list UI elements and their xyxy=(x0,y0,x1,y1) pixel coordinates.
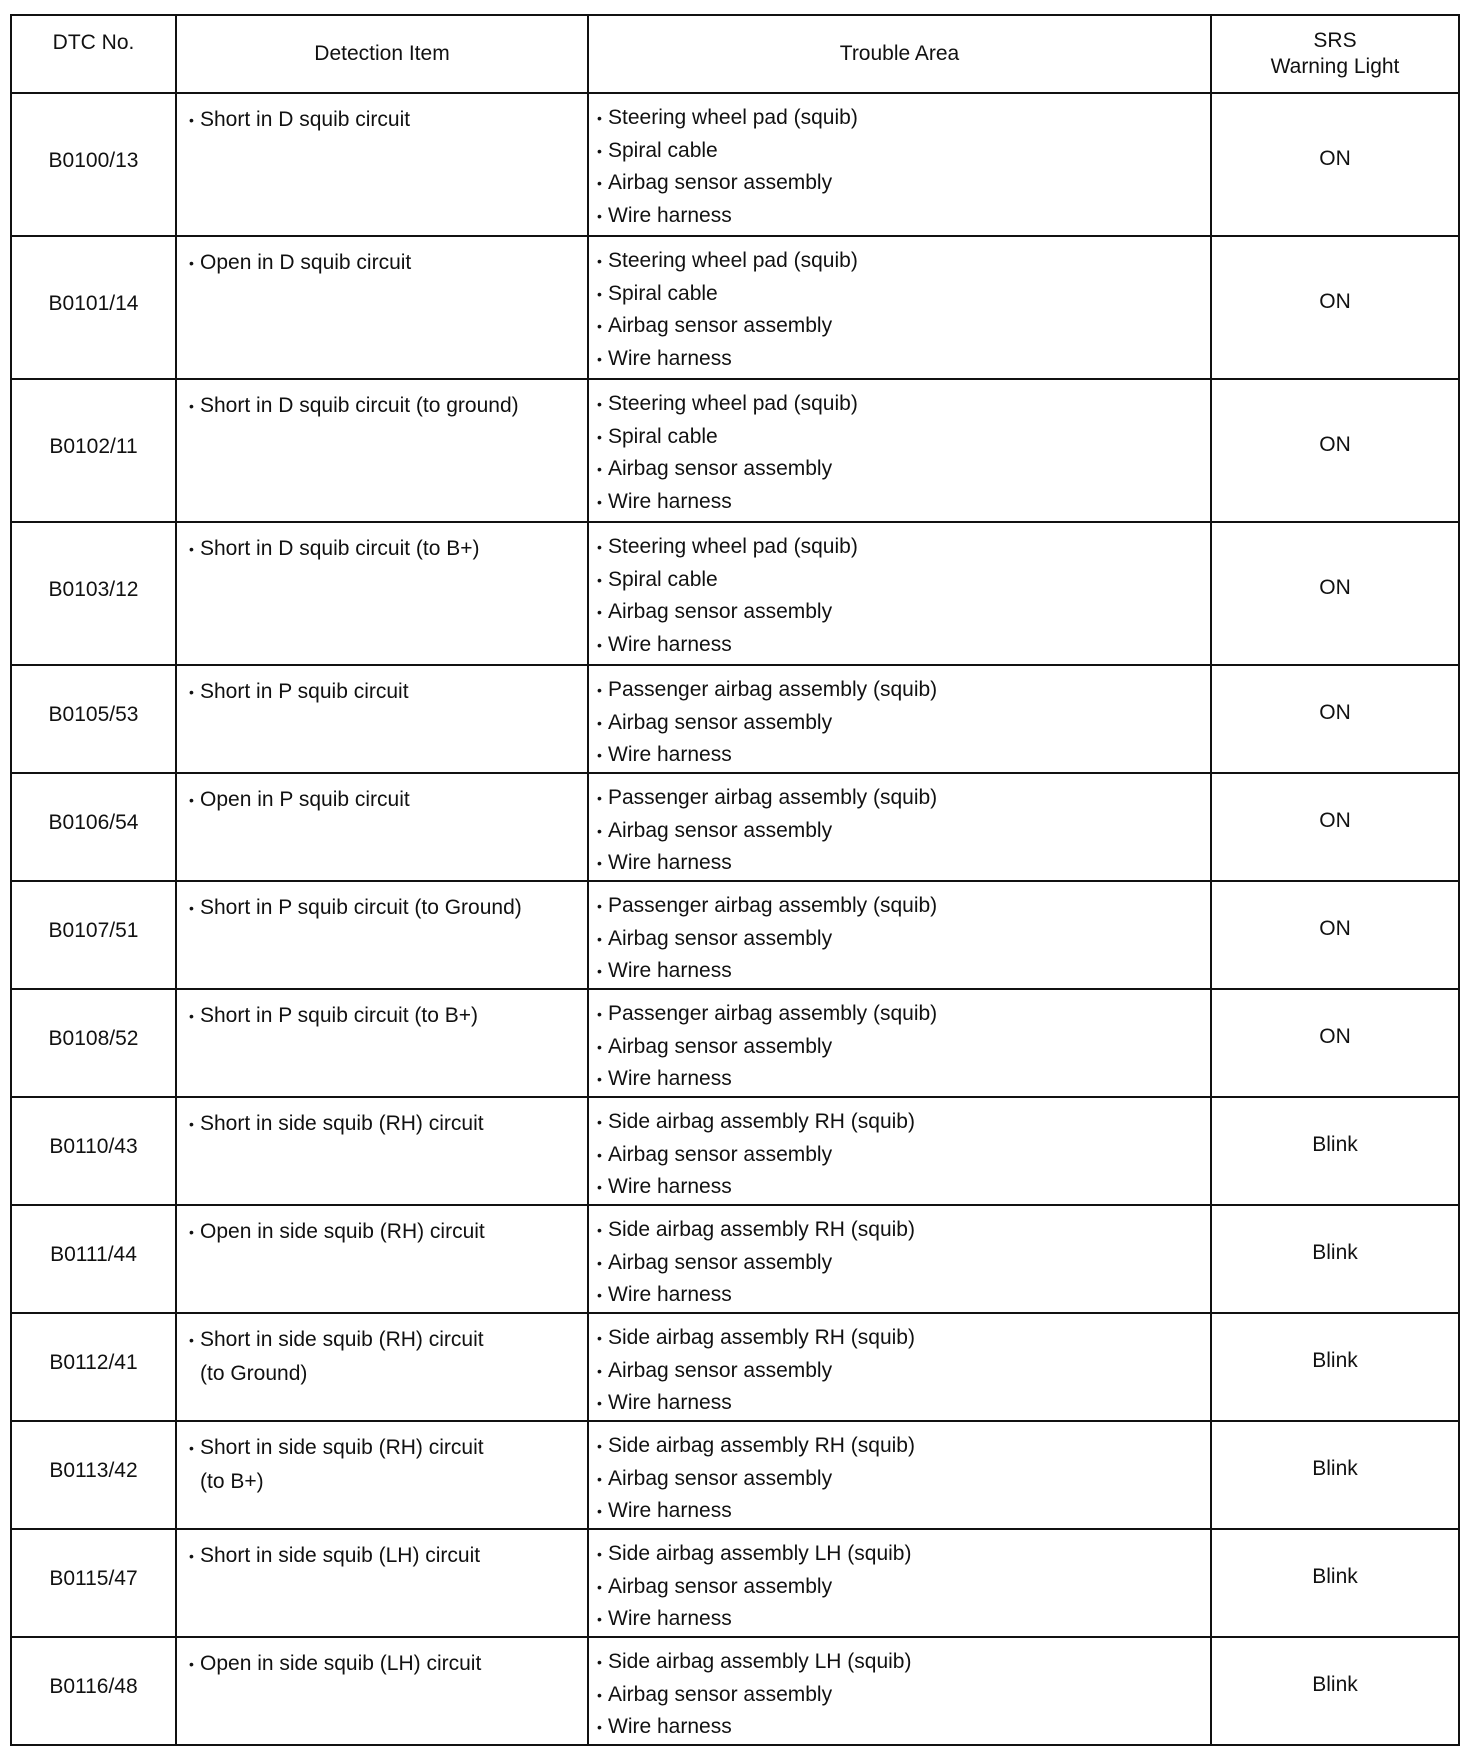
trouble-area-text: Steering wheel pad (squib) xyxy=(608,392,858,415)
trouble-area-text: Wire harness xyxy=(608,489,732,513)
detection-text-value: Short in P squib circuit (to Ground) xyxy=(200,896,522,919)
header-srs-line1: SRS xyxy=(1313,29,1357,52)
table-row xyxy=(11,881,1459,989)
bullet-icon: • xyxy=(597,682,602,698)
trouble-area xyxy=(588,881,1211,989)
trouble-area-text: Wire harness xyxy=(608,1715,732,1738)
table-row xyxy=(11,1529,1459,1637)
srs-warning-light-state: ON xyxy=(1211,881,1459,989)
trouble-area-text: Airbag sensor assembly xyxy=(608,1250,833,1274)
bullet-icon: • xyxy=(597,142,602,159)
detection-text-continuation: (to B+) xyxy=(200,1469,264,1493)
detection-item xyxy=(176,93,588,236)
bullet-icon: • xyxy=(597,1146,602,1163)
srs-warning-light-state: Blink xyxy=(1211,1205,1459,1313)
bullet-icon: • xyxy=(597,175,602,191)
trouble-area-item xyxy=(597,245,1202,278)
table-row xyxy=(11,236,1459,379)
trouble-area-item xyxy=(597,1387,1202,1420)
trouble-area-text: Side airbag assembly RH (squib) xyxy=(608,1110,915,1133)
detection-text xyxy=(189,247,579,280)
srs-warning-light-state: Blink xyxy=(1211,1421,1459,1529)
dtc-code: B0106/54 xyxy=(11,773,176,881)
bullet-icon: • xyxy=(597,1287,602,1303)
detection-text-value: Open in side squib (RH) circuit xyxy=(200,1220,485,1243)
trouble-area xyxy=(588,236,1211,379)
bullet-icon: • xyxy=(597,571,602,588)
trouble-area-text: Side airbag assembly RH (squib) xyxy=(608,1434,915,1457)
trouble-area-text: Airbag sensor assembly xyxy=(608,1142,833,1166)
trouble-area-text: Passenger airbag assembly (squib) xyxy=(608,678,938,701)
trouble-area-item xyxy=(597,815,1202,848)
trouble-area-text: Spiral cable xyxy=(608,567,718,591)
trouble-area-item xyxy=(597,998,1202,1031)
trouble-area-text: Passenger airbag assembly (squib) xyxy=(608,894,938,917)
trouble-area-text: Side airbag assembly RH (squib) xyxy=(608,1326,915,1349)
table-row xyxy=(11,1421,1459,1529)
detection-text xyxy=(189,784,579,817)
trouble-area-text: Steering wheel pad (squib) xyxy=(608,106,858,129)
bullet-icon: • xyxy=(189,900,194,916)
trouble-area-item xyxy=(597,1031,1202,1064)
detection-item xyxy=(176,1637,588,1745)
bullet-icon: • xyxy=(597,1330,602,1346)
bullet-icon: • xyxy=(597,461,602,477)
trouble-area-text: Spiral cable xyxy=(608,138,718,162)
trouble-area-text: Wire harness xyxy=(608,959,732,982)
detection-text xyxy=(189,1216,579,1249)
table-row xyxy=(11,773,1459,881)
trouble-area-item xyxy=(597,1214,1202,1247)
table-body xyxy=(11,93,1459,1745)
detection-item xyxy=(176,665,588,773)
bullet-icon: • xyxy=(189,541,194,557)
table-row xyxy=(11,93,1459,236)
dtc-code: B0107/51 xyxy=(11,881,176,989)
dtc-code: B0115/47 xyxy=(11,1529,176,1637)
detection-text-continuation: (to Ground) xyxy=(200,1361,308,1385)
trouble-area xyxy=(588,1421,1211,1529)
trouble-area-text: Airbag sensor assembly xyxy=(608,1682,833,1706)
bullet-icon: • xyxy=(189,398,194,414)
bullet-icon: • xyxy=(189,112,194,128)
trouble-area-text: Airbag sensor assembly xyxy=(608,1574,833,1598)
trouble-area xyxy=(588,1529,1211,1637)
bullet-icon: • xyxy=(597,1438,602,1454)
detection-text-value: Short in D squib circuit xyxy=(200,108,411,131)
table-row xyxy=(11,665,1459,773)
trouble-area-text: Wire harness xyxy=(608,1067,732,1090)
trouble-area-text: Airbag sensor assembly xyxy=(608,1466,833,1490)
trouble-area-text: Wire harness xyxy=(608,1499,732,1522)
detection-text xyxy=(189,1000,579,1033)
dtc-code: B0102/11 xyxy=(11,379,176,522)
trouble-area-item xyxy=(597,310,1202,343)
bullet-icon: • xyxy=(597,1395,602,1411)
bullet-icon: • xyxy=(597,1578,602,1595)
bullet-icon: • xyxy=(189,1656,194,1672)
trouble-area-item xyxy=(597,200,1202,233)
trouble-area xyxy=(588,1637,1211,1745)
bullet-icon: • xyxy=(597,110,602,126)
bullet-icon: • xyxy=(597,1006,602,1022)
trouble-area xyxy=(588,989,1211,1097)
trouble-area-item xyxy=(597,102,1202,135)
header-srs-warning-light xyxy=(1211,15,1459,93)
trouble-area-text: Side airbag assembly LH (squib) xyxy=(608,1650,912,1673)
trouble-area-item xyxy=(597,1571,1202,1604)
dtc-code: B0112/41 xyxy=(11,1313,176,1421)
dtc-code: B0116/48 xyxy=(11,1637,176,1745)
bullet-icon: • xyxy=(597,396,602,412)
trouble-area-text: Airbag sensor assembly xyxy=(608,457,833,480)
trouble-area-item xyxy=(597,278,1202,311)
trouble-area-item xyxy=(597,629,1202,662)
bullet-icon: • xyxy=(597,1362,602,1379)
srs-warning-light-state: ON xyxy=(1211,665,1459,773)
detection-text xyxy=(189,1432,579,1465)
header-dtc-no xyxy=(11,15,176,93)
trouble-area-text: Airbag sensor assembly xyxy=(608,818,833,842)
bullet-icon: • xyxy=(597,1686,602,1703)
trouble-area-item xyxy=(597,531,1202,564)
bullet-icon: • xyxy=(597,207,602,224)
bullet-icon: • xyxy=(597,539,602,555)
trouble-area-item xyxy=(597,388,1202,421)
trouble-area xyxy=(588,665,1211,773)
table-row xyxy=(11,989,1459,1097)
trouble-area-item xyxy=(597,674,1202,707)
trouble-area-text: Wire harness xyxy=(608,1607,732,1630)
bullet-icon: • xyxy=(189,1332,194,1348)
trouble-area-item xyxy=(597,847,1202,880)
srs-warning-light-state: ON xyxy=(1211,379,1459,522)
dtc-code: B0103/12 xyxy=(11,522,176,665)
bullet-icon: • xyxy=(597,1254,602,1271)
trouble-area xyxy=(588,1313,1211,1421)
bullet-icon: • xyxy=(597,1114,602,1130)
trouble-area xyxy=(588,379,1211,522)
trouble-area-item xyxy=(597,1679,1202,1712)
bullet-icon: • xyxy=(189,1008,194,1024)
bullet-icon: • xyxy=(597,822,602,839)
trouble-area-text: Wire harness xyxy=(608,346,732,370)
trouble-area-item xyxy=(597,486,1202,519)
detection-text xyxy=(189,676,579,709)
trouble-area-item xyxy=(597,739,1202,772)
bullet-icon: • xyxy=(597,604,602,620)
detection-text xyxy=(189,1648,579,1681)
trouble-area-item xyxy=(597,1711,1202,1744)
trouble-area-item xyxy=(597,1063,1202,1096)
trouble-area-text: Passenger airbag assembly (squib) xyxy=(608,786,938,809)
srs-warning-light-state: ON xyxy=(1211,522,1459,665)
trouble-area-item xyxy=(597,1139,1202,1172)
detection-text-value: Short in P squib circuit xyxy=(200,680,409,703)
trouble-area-item xyxy=(597,1495,1202,1528)
trouble-area-item xyxy=(597,343,1202,376)
detection-item xyxy=(176,1313,588,1421)
bullet-icon: • xyxy=(597,493,602,510)
trouble-area-item xyxy=(597,1322,1202,1355)
detection-text-value: Short in D squib circuit (to B+) xyxy=(200,537,480,560)
trouble-area-text: Airbag sensor assembly xyxy=(608,171,833,194)
bullet-icon: • xyxy=(597,1071,602,1087)
trouble-area-item xyxy=(597,1463,1202,1496)
srs-warning-light-state: Blink xyxy=(1211,1637,1459,1745)
bullet-icon: • xyxy=(597,1546,602,1562)
bullet-icon: • xyxy=(597,1038,602,1055)
trouble-area xyxy=(588,773,1211,881)
trouble-area xyxy=(588,522,1211,665)
bullet-icon: • xyxy=(189,1440,194,1456)
dtc-table xyxy=(10,14,1460,1746)
trouble-area-item xyxy=(597,1171,1202,1204)
trouble-area xyxy=(588,1097,1211,1205)
srs-warning-light-state: ON xyxy=(1211,236,1459,379)
trouble-area-text: Spiral cable xyxy=(608,424,718,448)
dtc-code: B0111/44 xyxy=(11,1205,176,1313)
dtc-code: B0101/14 xyxy=(11,236,176,379)
bullet-icon: • xyxy=(597,714,602,731)
trouble-area-item xyxy=(597,167,1202,200)
bullet-icon: • xyxy=(189,792,194,808)
bullet-icon: • xyxy=(597,285,602,302)
detection-text-value: Short in P squib circuit (to B+) xyxy=(200,1004,478,1027)
detection-text-value: Open in side squib (LH) circuit xyxy=(200,1652,482,1675)
trouble-area-item xyxy=(597,1603,1202,1636)
table-row xyxy=(11,1313,1459,1421)
trouble-area-item xyxy=(597,135,1202,168)
table-row xyxy=(11,1637,1459,1745)
detection-item xyxy=(176,1205,588,1313)
dtc-code: B0113/42 xyxy=(11,1421,176,1529)
header-detection-item: Detection Item xyxy=(176,15,588,93)
bullet-icon: • xyxy=(597,428,602,445)
bullet-icon: • xyxy=(597,1179,602,1195)
bullet-icon: • xyxy=(597,1611,602,1627)
bullet-icon: • xyxy=(597,1470,602,1487)
detection-text xyxy=(189,892,579,925)
trouble-area-item xyxy=(597,564,1202,597)
trouble-area-text: Side airbag assembly LH (squib) xyxy=(608,1542,912,1565)
trouble-area-item xyxy=(597,890,1202,923)
detection-text-value: Short in side squib (LH) circuit xyxy=(200,1544,481,1567)
trouble-area-text: Steering wheel pad (squib) xyxy=(608,535,858,558)
detection-item xyxy=(176,1097,588,1205)
header-dtc-no-label: DTC No. xyxy=(52,31,135,54)
detection-text xyxy=(189,1108,579,1141)
trouble-area-text: Passenger airbag assembly (squib) xyxy=(608,1002,938,1025)
trouble-area xyxy=(588,1205,1211,1313)
detection-text xyxy=(189,104,579,137)
trouble-area-item xyxy=(597,923,1202,956)
detection-text xyxy=(189,1324,579,1357)
trouble-area-item xyxy=(597,1355,1202,1388)
srs-warning-light-state: Blink xyxy=(1211,1097,1459,1205)
bullet-icon: • xyxy=(597,898,602,914)
trouble-area-text: Spiral cable xyxy=(608,281,718,305)
trouble-area-item xyxy=(597,955,1202,988)
dtc-code: B0108/52 xyxy=(11,989,176,1097)
bullet-icon: • xyxy=(189,255,194,271)
trouble-area-text: Steering wheel pad (squib) xyxy=(608,249,858,272)
trouble-area-text: Airbag sensor assembly xyxy=(608,1034,833,1058)
bullet-icon: • xyxy=(597,790,602,806)
detection-item xyxy=(176,1529,588,1637)
trouble-area-text: Side airbag assembly RH (squib) xyxy=(608,1218,915,1241)
trouble-area-text: Wire harness xyxy=(608,1391,732,1414)
trouble-area-text: Wire harness xyxy=(608,1175,732,1198)
bullet-icon: • xyxy=(189,1116,194,1132)
dtc-code: B0110/43 xyxy=(11,1097,176,1205)
trouble-area-item xyxy=(597,421,1202,454)
trouble-area-text: Airbag sensor assembly xyxy=(608,710,833,734)
detection-text xyxy=(189,1540,579,1573)
trouble-area-text: Wire harness xyxy=(608,203,732,227)
header-trouble-area: Trouble Area xyxy=(588,15,1211,93)
bullet-icon: • xyxy=(189,1548,194,1564)
bullet-icon: • xyxy=(597,350,602,367)
detection-item xyxy=(176,773,588,881)
detection-item xyxy=(176,522,588,665)
srs-warning-light-state: Blink xyxy=(1211,1529,1459,1637)
bullet-icon: • xyxy=(597,1654,602,1670)
trouble-area-item xyxy=(597,453,1202,486)
detection-text-value: Short in D squib circuit (to ground) xyxy=(200,394,519,417)
trouble-area-text: Airbag sensor assembly xyxy=(608,926,833,950)
bullet-icon: • xyxy=(597,963,602,979)
trouble-area-item xyxy=(597,1247,1202,1280)
srs-warning-light-state: ON xyxy=(1211,93,1459,236)
bullet-icon: • xyxy=(597,1503,602,1519)
trouble-area-text: Wire harness xyxy=(608,1283,732,1306)
trouble-area-text: Wire harness xyxy=(608,743,732,766)
table-row xyxy=(11,1205,1459,1313)
header-srs-line2: Warning Light xyxy=(1270,55,1400,78)
bullet-icon: • xyxy=(597,747,602,763)
table-row xyxy=(11,1097,1459,1205)
detection-text-value: Open in P squib circuit xyxy=(200,788,410,811)
bullet-icon: • xyxy=(189,1224,194,1240)
bullet-icon: • xyxy=(597,636,602,653)
bullet-icon: • xyxy=(597,855,602,871)
trouble-area-item xyxy=(597,1430,1202,1463)
detection-item xyxy=(176,989,588,1097)
trouble-area-text: Wire harness xyxy=(608,632,732,656)
trouble-area-text: Airbag sensor assembly xyxy=(608,1358,833,1382)
trouble-area-item xyxy=(597,782,1202,815)
trouble-area-item xyxy=(597,1646,1202,1679)
table-row xyxy=(11,379,1459,522)
srs-warning-light-state: ON xyxy=(1211,773,1459,881)
trouble-area-item xyxy=(597,707,1202,740)
trouble-area-item xyxy=(597,1106,1202,1139)
detection-item xyxy=(176,236,588,379)
detection-item xyxy=(176,881,588,989)
trouble-area xyxy=(588,93,1211,236)
dtc-code: B0100/13 xyxy=(11,93,176,236)
bullet-icon: • xyxy=(189,684,194,700)
srs-warning-light-state: Blink xyxy=(1211,1313,1459,1421)
dtc-code: B0105/53 xyxy=(11,665,176,773)
detection-text-value: Short in side squib (RH) circuit xyxy=(200,1112,484,1135)
bullet-icon: • xyxy=(597,1719,602,1735)
detection-item xyxy=(176,379,588,522)
srs-warning-light-state: ON xyxy=(1211,989,1459,1097)
detection-text xyxy=(189,390,579,423)
detection-text-value: Open in D squib circuit xyxy=(200,251,412,274)
detection-text-value: Short in side squib (RH) circuit xyxy=(200,1328,484,1351)
trouble-area-item xyxy=(597,596,1202,629)
trouble-area-text: Airbag sensor assembly xyxy=(608,600,833,623)
detection-text-value: Short in side squib (RH) circuit xyxy=(200,1436,484,1459)
bullet-icon: • xyxy=(597,253,602,269)
trouble-area-text: Airbag sensor assembly xyxy=(608,314,833,337)
trouble-area-text: Wire harness xyxy=(608,851,732,874)
table-header xyxy=(11,15,1459,93)
table-row xyxy=(11,522,1459,665)
detection-text xyxy=(189,533,579,566)
trouble-area-item xyxy=(597,1538,1202,1571)
trouble-area-item xyxy=(597,1279,1202,1312)
detection-item xyxy=(176,1421,588,1529)
bullet-icon: • xyxy=(597,1222,602,1238)
bullet-icon: • xyxy=(597,930,602,947)
bullet-icon: • xyxy=(597,318,602,334)
